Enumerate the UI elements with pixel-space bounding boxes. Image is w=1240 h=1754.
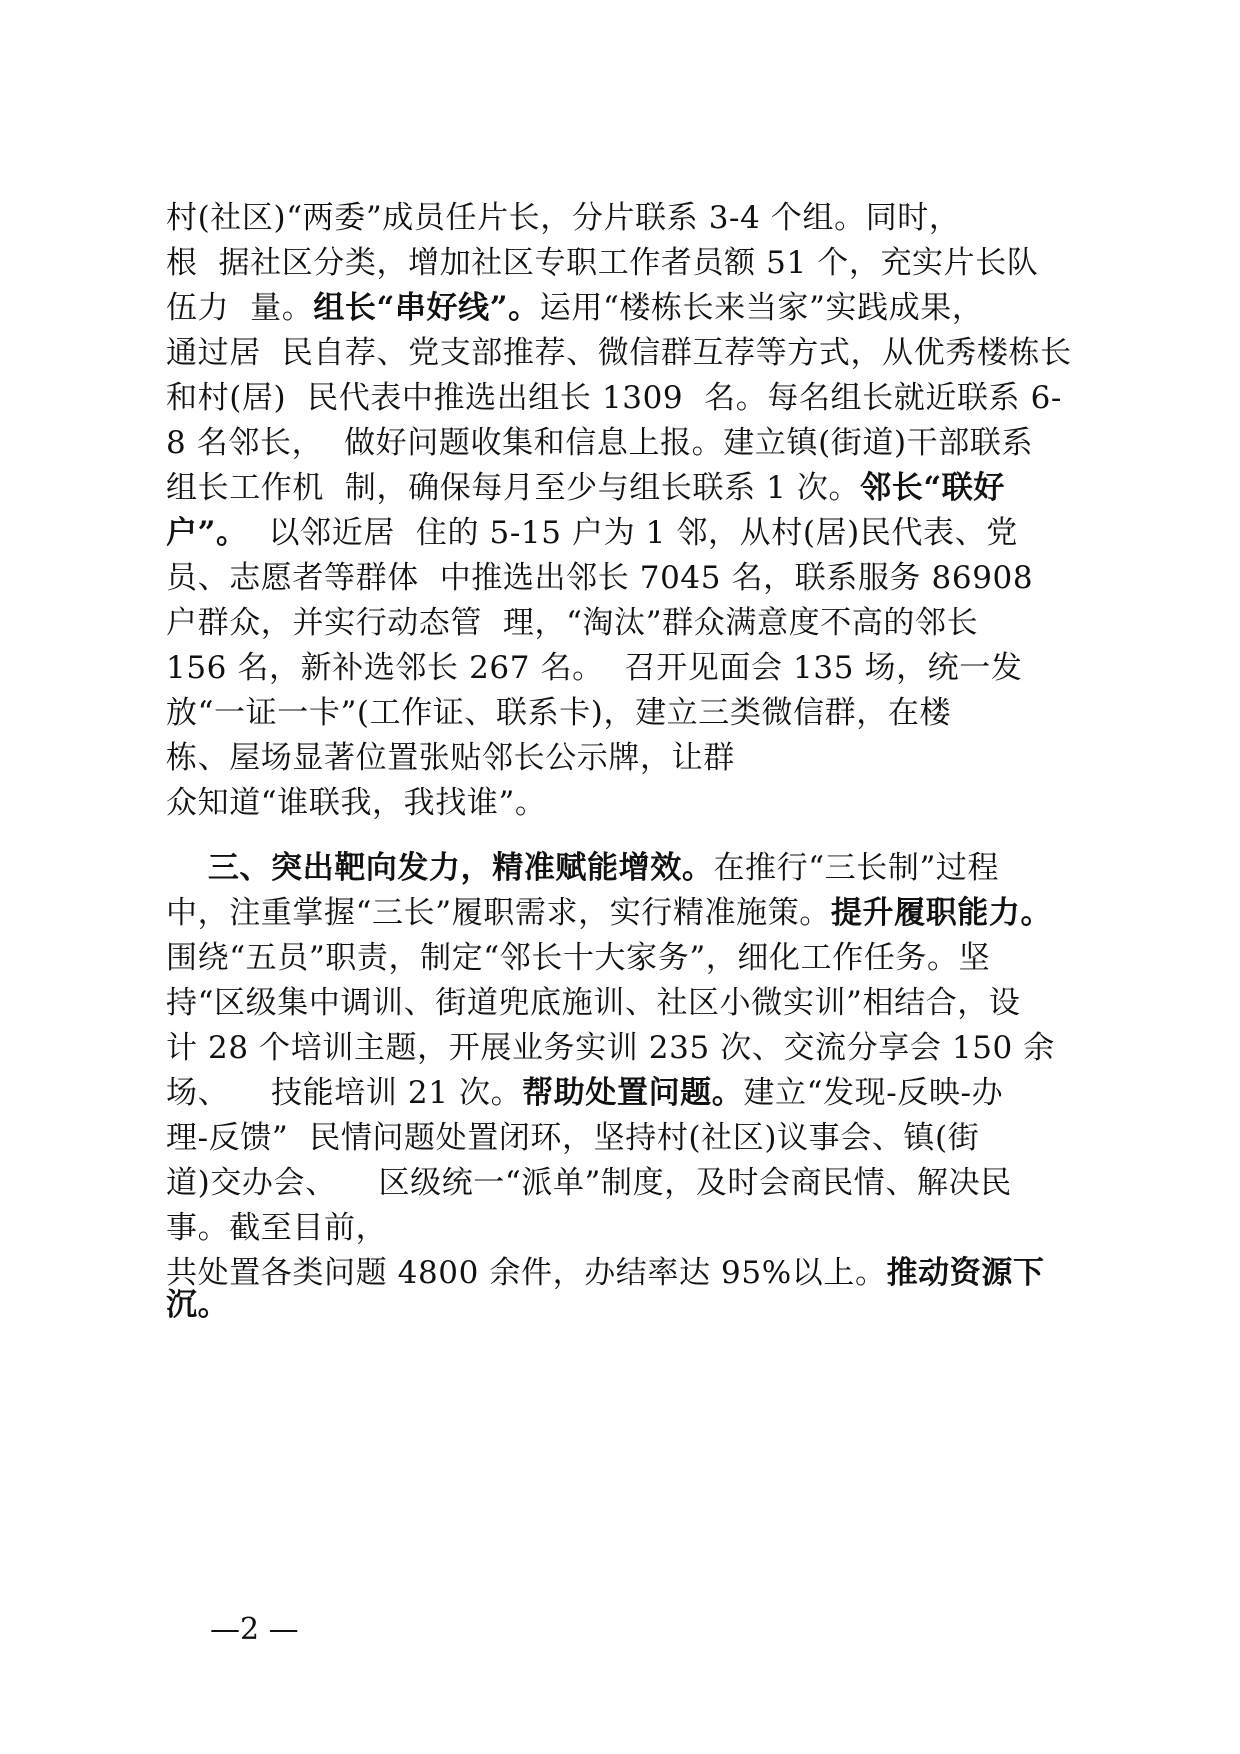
text-segment: 中，注重掌握“三长”履职需求，实行精准施策。 <box>166 895 831 931</box>
text-segment: 根 据社区分类，增加社区专职工作者员额 51 个，充实片长队 <box>166 245 1039 281</box>
text-line <box>166 558 1033 598</box>
text-segment: 在推行“三长制”过程 <box>713 850 1000 886</box>
text-segment: 运用“楼栋长来当家”实践成果， <box>539 290 984 326</box>
text-segment: 事。截至目前， <box>166 1210 388 1246</box>
text-line <box>166 983 1021 1023</box>
bold-heading-text: 提升履职能力。 <box>830 895 1053 931</box>
text-segment: 组长工作机 制，确保每月至少与组长联系 1 次。 <box>166 470 861 506</box>
text-line <box>166 848 999 888</box>
text-segment: 156 名，新补选邻长 267 名。 召开见面会 135 场，统一发 <box>166 650 1023 686</box>
text-line <box>166 423 1033 463</box>
text-segment: 理-反馈” 民情问题处置闭环，坚持村(社区)议事会、镇(街 <box>166 1120 980 1156</box>
bold-heading-text: 组长“串好线”。 <box>313 290 540 326</box>
text-line <box>166 198 961 238</box>
text-line <box>166 513 1018 553</box>
text-line <box>166 288 983 328</box>
text-line <box>166 893 1052 933</box>
text-line <box>166 648 1022 688</box>
text-line <box>166 333 1072 373</box>
text-line <box>166 468 1005 508</box>
bold-heading-text: 三、突出靶向发力，精准赋能增效。 <box>207 850 714 886</box>
text-segment: 员、志愿者等群体 中推选出邻长 7045 名，联系服务 86908 <box>166 560 1034 596</box>
text-line <box>166 738 735 778</box>
text-line <box>166 693 951 733</box>
bold-heading-text: 沉。 <box>166 1287 230 1323</box>
text-segment: 以邻近居 住的 5-15 户为 1 邻，从村(居)民代表、党 <box>247 515 1018 551</box>
text-segment: 场、 技能培训 21 次。 <box>166 1075 523 1111</box>
text-segment: 伍力 量。 <box>166 290 314 326</box>
text-line <box>166 378 1062 418</box>
text-line <box>166 243 1038 283</box>
text-segment: 共处置各类问题 4800 余件，办结率达 95%以上。 <box>166 1255 887 1291</box>
text-line <box>166 1163 1012 1203</box>
text-segment: 众知道“谁联我，我找谁”。 <box>166 785 547 821</box>
text-segment: 建立“发现-反映-办 <box>743 1075 1004 1111</box>
text-line <box>166 1118 979 1158</box>
text-line <box>166 1208 387 1248</box>
text-segment: 放“一证一卡”(工作证、联系卡)，建立三类微信群，在楼 <box>166 695 952 731</box>
bold-heading-text: 帮助处置问题。 <box>522 1075 744 1111</box>
text-line <box>166 783 547 823</box>
text-segment <box>166 850 208 886</box>
text-line <box>166 603 978 643</box>
text-segment: 计 28 个培训主题，开展业务实训 235 次、交流分享会 150 余 <box>166 1030 1055 1066</box>
text-segment: 和村(居) 民代表中推选出组长 1309 名。每名组长就近联系 6- <box>166 380 1063 416</box>
text-segment: 户群众，并实行动态管 理，“淘汰”群众满意度不高的邻长 <box>166 605 979 641</box>
bold-heading-text: 推动资源下 <box>886 1255 1045 1291</box>
text-segment: 道)交办会、 区级统一“派单”制度，及时会商民情、解决民 <box>166 1165 1012 1201</box>
text-line <box>166 1285 229 1325</box>
text-segment: 持“区级集中调训、街道兜底施训、社区小微实训”相结合，设 <box>166 985 1021 1021</box>
text-line <box>166 1028 1055 1068</box>
text-segment: 8 名邻长， 做好问题收集和信息上报。建立镇(街道)干部联系 <box>166 425 1034 461</box>
text-line <box>166 1253 1045 1293</box>
page-number: —2 — <box>210 1612 299 1647</box>
text-line <box>166 1073 1003 1113</box>
text-line <box>166 938 990 978</box>
text-segment: 栋、屋场显著位置张贴邻长公示牌，让群 <box>166 740 735 776</box>
bold-heading-text: 户”。 <box>166 515 248 551</box>
bold-heading-text: 邻长“联好 <box>860 470 1005 506</box>
text-segment: 村(社区)“两委”成员任片长，分片联系 3-4 个组。同时， <box>166 200 961 236</box>
text-segment: 围绕“五员”职责，制定“邻长十大家务”，细化工作任务。坚 <box>166 940 991 976</box>
text-segment: 通过居 民自荐、党支部推荐、微信群互荐等方式，从优秀楼栋长 <box>166 335 1072 371</box>
